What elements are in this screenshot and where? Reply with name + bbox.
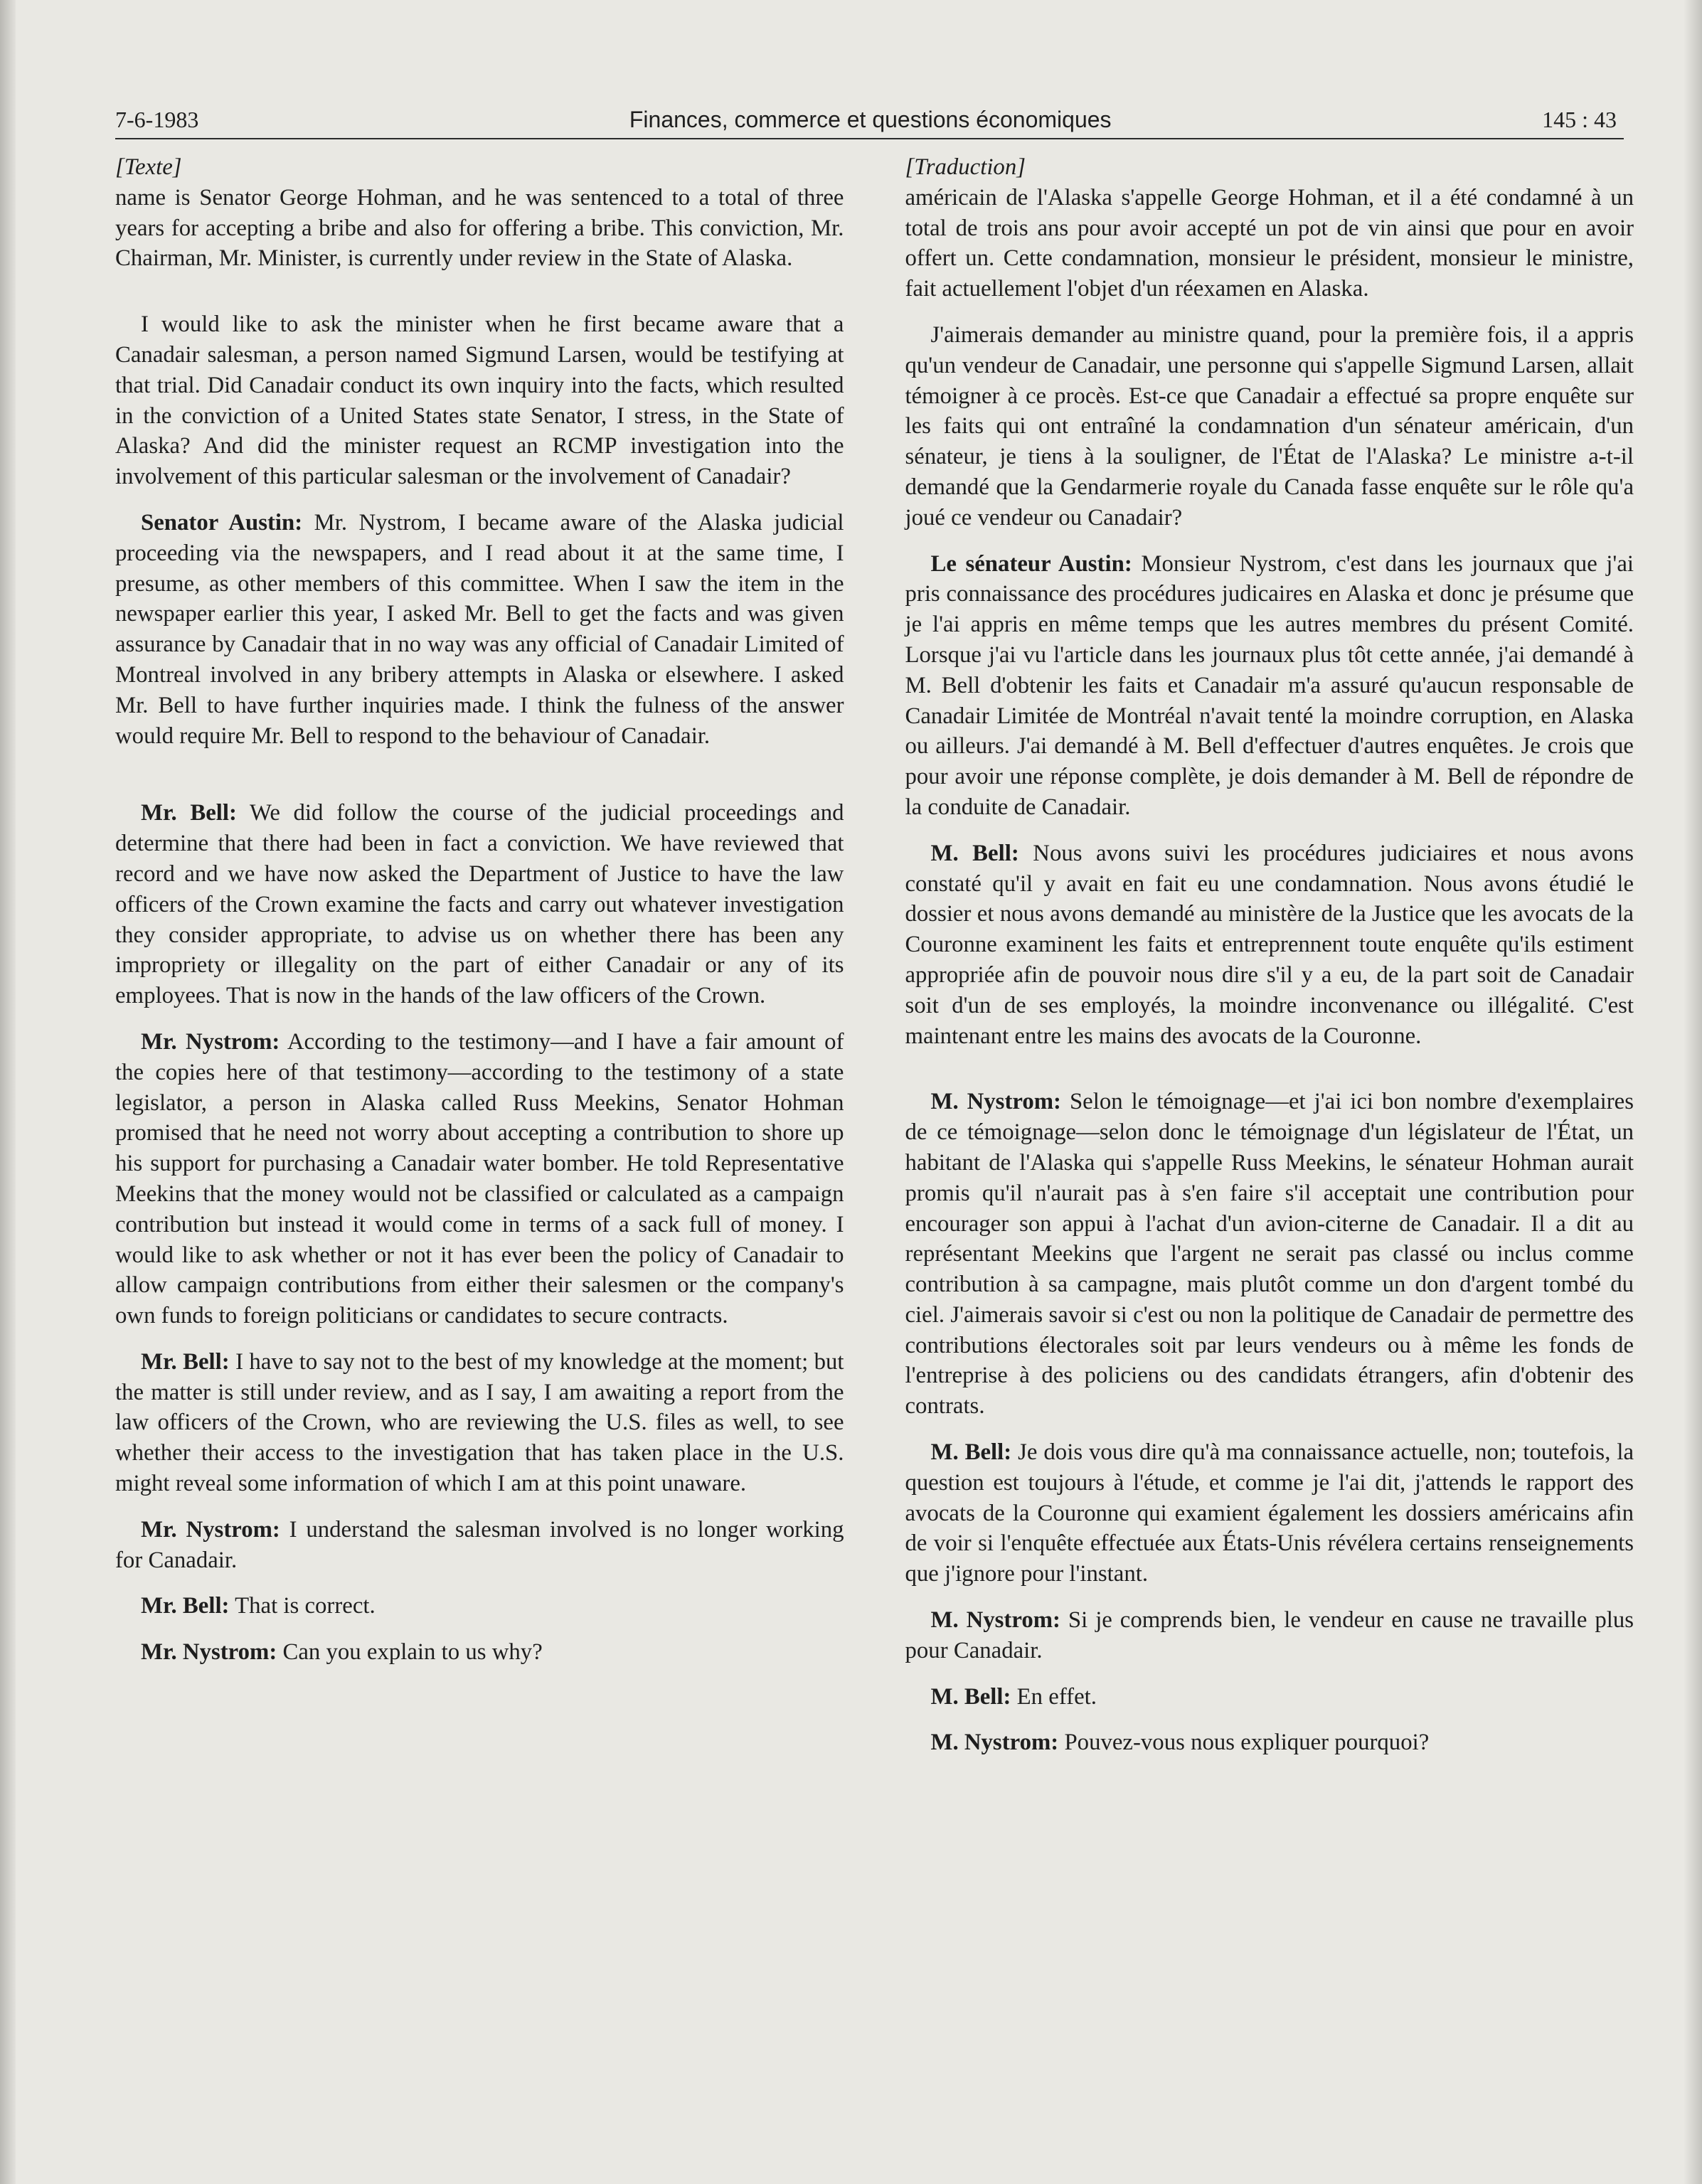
paragraph: [115, 183, 844, 274]
paragraph-text: Mr. Nystrom, I became aware of the Alaska judicial proceeding via the newspapers, and I read about it at the same time, I presume, as other members of this committee. When I saw the item in the newspaper earlier this year, I asked Mr. Bell to get the facts and was given assurance by Canadair that in no way was any official of Canadair Limited of Montreal involved in any bribery attempts in Alaska or elsewhere. I asked Mr. Bell to have further inquiries made. I think the fulness of the answer would require Mr. Bell to respond to the behaviour of Canadair.: [115, 509, 844, 749]
speaker-name: M. Bell:: [930, 1439, 1012, 1466]
page-binding-shadow-right: [1684, 0, 1702, 2184]
speaker-name: Mr. Bell:: [141, 1593, 230, 1619]
speaker-name: Mr. Nystrom:: [141, 1028, 280, 1055]
paragraph-text: I would like to ask the minister when he first became aware that a Canadair salesman, a person named Sigmund Larsen, would be testifying at that trial. Did Canadair conduct its own inquiry into the facts, which resulted in the conviction of a United States state Senator, I stress, in the State of Alaska? And did the minister request an RCMP investigation into the involvement of this particular salesman or the involvement of Canadair?: [115, 311, 844, 490]
paragraph: [115, 1637, 844, 1668]
paragraph: [905, 549, 1634, 823]
english-column: [115, 152, 844, 1774]
paragraph: [115, 1027, 844, 1331]
paragraph: [115, 508, 844, 751]
column-label-text: [Traduction]: [905, 154, 1026, 180]
paragraph-text: I understand the salesman involved is no longer working for Canadair.: [115, 1516, 844, 1573]
paragraph: [115, 1591, 844, 1621]
two-column-body: [115, 152, 1634, 1774]
page-binding-shadow-left: [0, 0, 16, 2184]
paragraph-text: We did follow the course of the judicial proceedings and determine that there had been in fact a conviction. We have reviewed that record and we have now asked the Department of Justice to have the law officers of the Crown examine the facts and carry out whatever investigation they consider appropriate, to advise us on whether there has been any impropriety or illegality on the part of either Canadair or any of its employees. That is now in the hands of the law officers of the Crown.: [115, 800, 844, 1009]
speaker-name: M. Nystrom:: [930, 1607, 1060, 1634]
paragraph-text: Selon le témoignage—et j'ai ici bon nombre d'exemplaires de ce témoignage—selon donc le témoignage d'un législateur de l'État, un habitant de l'Alaska qui s'appelle Russ Meekins, le sénateur Hohman aurait promis qu'il n'aurait pas à s'en faire s'il acceptait une contribution pour encourager son appui à l'achat d'un avion-citerne de Canadair. Il a dit au représentant Meekins que l'argent ne serait pas classé ou inclus comme contribution à sa campagne, mais plutôt comme un don d'argent tombé du ciel. J'aimerais savoir si c'est ou non la politique de Canadair de permettre des contributions électorales soit par leurs vendeurs ou à même les fonds de l'entreprise à des policiens ou des candidats étrangers, afin d'obtenir des contrats.: [905, 1089, 1634, 1419]
speaker-name: Senator Austin:: [141, 509, 303, 536]
paragraph: [905, 1087, 1634, 1422]
paragraph-spacer: [115, 289, 844, 309]
paragraph: [905, 1727, 1634, 1758]
paragraph-text: Si je comprends bien, le vendeur en cause ne travaille plus pour Canadair.: [905, 1607, 1634, 1663]
speaker-name: Mr. Bell:: [141, 1348, 230, 1375]
paragraph-spacer: [115, 767, 844, 798]
speaker-name: Le sénateur Austin:: [930, 550, 1132, 577]
speaker-name: M. Nystrom:: [930, 1730, 1059, 1756]
paragraph-text: Pouvez-vous nous expliquer pourquoi?: [1064, 1730, 1430, 1756]
paragraph: [905, 1437, 1634, 1589]
paragraph-text: En effet.: [1016, 1683, 1097, 1710]
speaker-name: M. Bell:: [930, 1683, 1011, 1710]
paragraph-text: That is correct.: [235, 1593, 376, 1619]
paragraph-text: According to the testimony—and I have a fair amount of the copies here of that testimony—according to the testimony of a state legislator, a person in Alaska called Russ Meekins, Senator Hohman promised that he need not worry about accepting a contribution to shore up his support for purchasing a Canadair water bomber. He told Representative Meekins that the money would not be classified or calculated as a campaign contribution but instead it would come in terms of a sack full of money. I would like to ask whether or not it has ever been the policy of Canadair to allow campaign contributions from either their salesmen or the company's own funds to foreign politicians or candidates to secure contracts.: [115, 1028, 844, 1329]
paragraph-text: name is Senator George Hohman, and he was sentenced to a total of three years for accepting a bribe and also for offering a bribe. This conviction, Mr. Chairman, Mr. Minister, is currently under review in the State of Alaska.: [115, 184, 844, 272]
paragraph: [115, 309, 844, 492]
paragraph-text: Can you explain to us why?: [282, 1639, 543, 1666]
paragraph: [115, 1347, 844, 1499]
speaker-name: Mr. Nystrom:: [141, 1516, 280, 1543]
paragraph-text: Je dois vous dire qu'à ma connaissance actuelle, non; toutefois, la question est toujours à l'étude, et comme je l'ai dit, j'attends le rapport des avocats de la Couronne qui examient également les dossiers américains afin de voir si l'enquête effectuée aux États-Unis révélera certains renseignements que j'ignore pour l'instant.: [905, 1439, 1634, 1587]
header-date: 7-6-1983: [115, 107, 199, 132]
paragraph: [905, 1605, 1634, 1666]
paragraph: [905, 320, 1634, 533]
speaker-name: Mr. Nystrom:: [141, 1639, 277, 1666]
header-title: Finances, commerce et questions économiques: [629, 107, 1112, 132]
speaker-name: M. Bell:: [930, 840, 1019, 866]
paragraph-spacer: [905, 1067, 1634, 1087]
paragraph-text: Nous avons suivi les procédures judiciaires et nous avons constaté qu'il y avait en fait eu une condamnation. Nous avons étudié le dossier et nous avons demandé au ministère de la Justice que les avocats de la Couronne examinent les faits et entreprennent toute enquête qu'ils estiment appropriée afin de pouvoir nous dire s'il y a eu, de la part soit de Canadair soit d'un de ses employés, la moindre inconvenance ou illégalité. C'est maintenant entre les mains des avocats de la Couronne.: [905, 840, 1634, 1049]
paragraph: [115, 798, 844, 1011]
paragraph-text: américain de l'Alaska s'appelle George Hohman, et il a été condamné à un total de trois ans pour avoir accepté un pot de vin ainsi que pour en avoir offert un. Cette condamnation, monsieur le président, monsieur le ministre, fait actuellement l'objet d'un réexamen en Alaska.: [905, 184, 1634, 302]
running-header: [115, 105, 1624, 139]
paragraph-text: Monsieur Nystrom, c'est dans les journaux que j'ai pris connaissance des procédures judicaires en Alaska et donc je présume que je l'ai appris en même temps que les autres membres du présent Comité. Lorsque j'ai vu l'article dans les journaux plus tôt cette année, j'ai demandé à M. Bell d'obtenir les faits et Canadair m'a assuré qu'aucun responsable de Canadair Limitée de Montréal n'avait tenté la moindre corruption, en Alaska ou ailleurs. J'ai demandé à M. Bell d'effectuer d'autres enquêtes. Je crois que pour avoir une réponse complète, je dois demander à M. Bell de répondre de la conduite de Canadair.: [905, 550, 1634, 820]
header-page-number: 145 : 43: [1542, 107, 1617, 132]
paragraph: [905, 183, 1634, 304]
column-label-text: [Texte]: [115, 154, 182, 180]
paragraph: [115, 1515, 844, 1576]
paragraph: [905, 838, 1634, 1052]
paragraph-text: J'aimerais demander au ministre quand, pour la première fois, il a appris qu'un vendeur de Canadair, une personne qui s'appelle Sigmund Larsen, allait témoigner à ce procès. Est-ce que Canadair a effectué sa propre enquête sur les faits qui ont entraîné la condamnation d'un sénateur américain, d'un sénateur, je tiens à la souligner, de l'État de l'Alaska? Le ministre a-t-il demandé que la Gendarmerie royale du Canada fasse enquête sur le rôle qu'a joué ce vendeur ou Canadair?: [905, 321, 1634, 531]
french-column: [905, 152, 1634, 1774]
paragraph-text: I have to say not to the best of my knowledge at the moment; but the matter is still under review, and as I say, I am awaiting a report from the law officers of the Crown, who are reviewing the U.S. files as well, to see whether their access to the investigation that has taken place in the U.S. might reveal some information of which I am at this point unaware.: [115, 1348, 844, 1497]
speaker-name: M. Nystrom:: [930, 1089, 1061, 1115]
speaker-name: Mr. Bell:: [141, 800, 237, 826]
paragraph: [905, 1682, 1634, 1712]
